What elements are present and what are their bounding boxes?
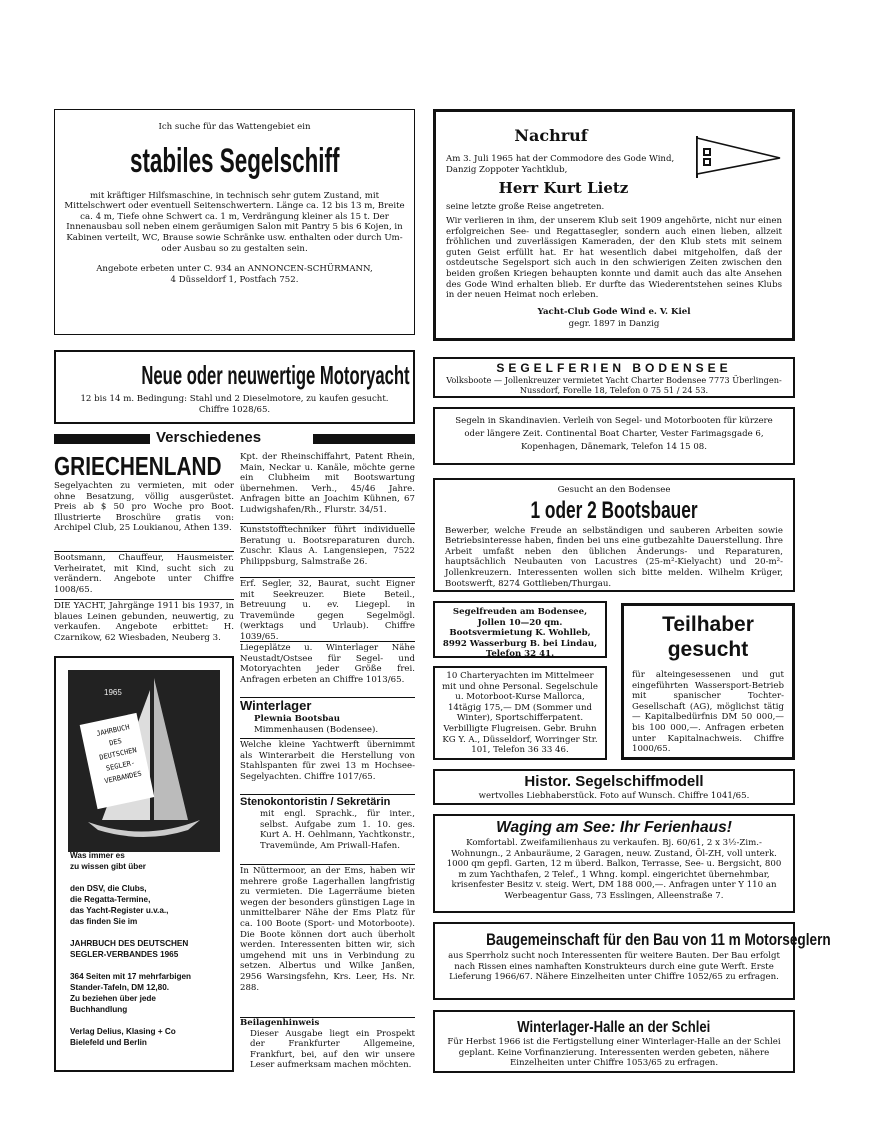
ad-winterlager bbox=[240, 698, 415, 736]
ad-body: wertvolles Liebhaberstück. Foto auf Wunsch. Chiffre 1041/65. bbox=[478, 791, 750, 801]
ad-line: Bielefeld und Berlin bbox=[70, 1038, 147, 1047]
ad-erf-segler bbox=[240, 579, 415, 642]
ad-body: Kpt. der Rheinschiffahrt, Patent Rhein, Main, Neckar u. Kanäle, möchte gerne ein Clubheim mit Bootswartung übernehmen. Verh., 45/46 Jahre. Anfragen bitte an Joachim Kühnen, 67 Ludwigshafen/Rh., Flurstr. 34/51. bbox=[240, 452, 415, 515]
ad-line: SEGLER-VERBANDES 1965 bbox=[70, 950, 179, 959]
nachruf-intro: Am 3. Juli 1965 hat der Commodore des Gode Wind, Danzig Zoppoter Yachtklub, bbox=[446, 154, 675, 175]
ad-line: das finden Sie im bbox=[70, 917, 138, 926]
ad-kunststoff bbox=[240, 525, 415, 575]
ad-body: Segelfreuden am Bodensee, Jollen 10—20 qm. Bootsvermietung K. Wohlleb, 8992 Wasserburg B. bei Lindau, Telefon 32 41. bbox=[442, 607, 598, 660]
ad-bootsbauer bbox=[433, 478, 795, 592]
ad-headline: Waging am See: Ihr Ferienhaus! bbox=[496, 819, 732, 836]
ad-body: Kunststofftechniker führt individuelle Beratung u. Bootsreparaturen durch. Zuschr. Klaus A. Langensiepen, 7522 Philippsburg, Salmstraße 26. bbox=[240, 525, 415, 567]
ad-headline: Winterlager bbox=[240, 698, 312, 713]
book-title-line: DEUTSCHEN bbox=[98, 746, 138, 762]
ad-bootsmann bbox=[54, 553, 234, 597]
ad-teilhaber bbox=[621, 603, 795, 760]
club-pennant-icon bbox=[694, 134, 782, 178]
ad-histor-modell bbox=[433, 769, 795, 805]
nachruf-founded: gegr. 1897 in Danzig bbox=[568, 319, 660, 329]
ad-body: DIE YACHT, Jahrgänge 1911 bis 1937, in blaues Leinen gebunden, neuwertig, zu verkaufen. Angebote erbittet: H. Czarnikow, 62 Wiesbaden, Neuberg 3. bbox=[54, 601, 234, 643]
ad-line: die Regatta-Termine, bbox=[70, 895, 151, 904]
ad-body: Liegeplätze u. Winterlager Nähe Neustadt/Ostsee für Segel- und Motoryachten jeder Größe frei. Anfragen erbeten an Chiffre 1013/65. bbox=[240, 643, 415, 685]
ad-body: Bootsmann, Chauffeur, Hausmeister. Verheiratet, mit Kind, sucht sich zu verändern. Angebote unter Chiffre 1008/65. bbox=[54, 553, 234, 595]
ad-headline: Baugemeinschaft für den Bau von 11 m Motorseglern bbox=[486, 930, 831, 949]
section-heading: Verschiedenes bbox=[150, 428, 267, 448]
ad-segelfreuden bbox=[433, 601, 607, 658]
nachruf-name: Herr Kurt Lietz bbox=[498, 179, 629, 197]
ad-line: Plewnia Bootsbau bbox=[254, 714, 341, 724]
ad-body: Erf. Segler, 32, Baurat, sucht Eigner mit Seekreuzer. Biete Beteil., Betreuung u. ev. Liegepl. in Travemünde gegen Segelmögl. (werktags und Urlaub). Chiffre 1039/65. bbox=[240, 579, 415, 642]
divider bbox=[54, 599, 234, 600]
ad-nachruf bbox=[433, 109, 795, 341]
ad-headline: Stenokontoristin / Sekretärin bbox=[240, 796, 391, 808]
ad-charteryachten bbox=[433, 666, 607, 760]
divider bbox=[240, 523, 415, 524]
nachruf-sub: seine letzte große Reise angetreten. bbox=[446, 202, 605, 212]
section-heading-bar bbox=[313, 434, 415, 444]
ad-body: Für Herbst 1966 ist die Fertigstellung einer Winterlager-Halle an der Schlei geplant. Keine Vorfinanzierung. Interessenten werden gebeten, nähere Einzelheiten unter Chiffre 1053/65 zu erfragen. bbox=[447, 1037, 781, 1069]
ad-line: zu wissen gibt über bbox=[70, 862, 146, 871]
ad-body: für alteingesessenen und gut eingeführten Wassersport-Betrieb mit spanischer Tochter-Gesellschaft (AG), möglichst tätig — Kapitalbedürfnis DM 50 000,— bis 100 000,—. Anfragen erbeten unter Kapitalnachweis. Chiffre 1000/65. bbox=[632, 670, 784, 755]
ad-body: aus Sperrholz sucht noch Interessenten für weitere Bauten. Der Bau erfolgt nach Rissen eines namhaften Konstrukteurs durch eine gute Werft. Erste Lieferung 1966/67. Nähere Einzelheiten unter Chiffre 1052/65 zu erfragen. bbox=[448, 951, 780, 983]
book-title-line: VERBANDES bbox=[103, 769, 143, 786]
ad-beilagen bbox=[240, 1018, 415, 1074]
ad-line: Verlag Delius, Klasing + Co bbox=[70, 1027, 176, 1036]
ad-line: Mimmenhausen (Bodensee). bbox=[254, 724, 379, 735]
ad-motoryacht bbox=[54, 350, 415, 424]
ad-headline: 1 oder 2 Bootsbauer bbox=[530, 496, 698, 524]
divider bbox=[54, 551, 234, 552]
ad-griechenland bbox=[54, 452, 234, 549]
ad-werft bbox=[240, 740, 415, 792]
book-title-line: DES bbox=[108, 737, 123, 748]
ad-body: Segelyachten zu vermieten, mit oder ohne Besatzung, völlig ausgerüstet. Preis ab $ 50 pro Woche pro Boot. Illustrierte Broschüre gratis von: Archipel Club, 25 Loukianou, Athen 139. bbox=[54, 481, 234, 534]
ad-segelschiff bbox=[54, 109, 415, 335]
ad-headline: SEGELFERIEN BODENSEE bbox=[496, 361, 732, 375]
ad-die-yacht bbox=[54, 601, 234, 653]
ad-headline: Teilhaber bbox=[662, 613, 754, 636]
ad-segelferien bbox=[433, 357, 795, 398]
ad-body: mit engl. Sprachk., für inter., selbst. Aufgabe zum 1. 10. ges. Kurt A. H. Oehlmann, Yachtkonstr., Travemünde, Am Priwall-Hafen. bbox=[260, 809, 415, 851]
ad-body: 12 bis 14 m. Bedingung: Stahl und 2 Dieselmotore, zu kaufen gesucht. Chiffre 1028/65. bbox=[80, 394, 389, 415]
ad-headline: Neue oder neuwertige Motoryacht bbox=[141, 360, 410, 390]
ad-schlei bbox=[433, 1010, 795, 1073]
ad-headline: GRIECHENLAND bbox=[54, 451, 222, 481]
nachruf-club: Yacht-Club Gode Wind e. V. Kiel bbox=[537, 307, 691, 317]
ad-line: Buchhandlung bbox=[70, 1005, 128, 1014]
ad-headline: gesucht bbox=[667, 638, 749, 661]
ad-footer: Angebote erbeten unter C. 934 an ANNONCEN-SCHÜRMANN, bbox=[96, 264, 373, 275]
ad-intro: Gesucht an den Bodensee bbox=[557, 485, 671, 495]
ad-body: Bewerber, welche Freude an selbständigen und sauberen Arbeiten sowie Betriebsinteresse haben, finden bei uns eine gutbezahlte Dauerstellung. Ihre Arbeit umfaßt neben den üblichen Änderungs- und Reparaturen, hauptsächlich Neubauten von Lacustres (25-m²-Kielyacht) und 20-m²-Jollenkreuzern. Interessenten wollen sich bitte melden. Wilhelm Krüger, Bootswerft, 8274 Gottlieben/Thurgau. bbox=[445, 525, 783, 589]
ad-line: JAHRBUCH DES DEUTSCHEN bbox=[70, 939, 189, 948]
ad-headline: Beilagenhinweis bbox=[240, 1018, 320, 1028]
ad-body: Dieser Ausgabe liegt ein Prospekt der Frankfurter Allgemeine, Frankfurt, bei, auf den wir unsere Leser aufmerksam machen möchten. bbox=[250, 1028, 415, 1071]
divider bbox=[240, 738, 415, 739]
book-cover bbox=[68, 670, 220, 852]
ad-liegeplaetze bbox=[240, 643, 415, 695]
ad-line: Stander-Tafeln, DM 12,80. bbox=[70, 983, 170, 992]
ad-headline: Winterlager-Halle an der Schlei bbox=[517, 1019, 711, 1036]
ad-line: 364 Seiten mit 17 mehrfarbigen bbox=[70, 972, 192, 981]
ad-kpt bbox=[240, 452, 415, 521]
ad-steno bbox=[240, 795, 415, 861]
ad-intro: Ich suche für das Wattengebiet ein bbox=[158, 122, 311, 132]
ad-body: mit kräftiger Hilfsmaschine, in technisch sehr gutem Zustand, mit Mittelschwert oder eventuell Seitenschwertern. Länge ca. 12 bis 13 m, Breite ca. 4 m, Tiefe ohne Schwert ca. 1 m, Verdrängung kleiner als 15 t. Der Innenausbau soll neben einem geräumigen Salon mit Pantry 5 bis 6 Kojen, in Kabinen verteilt, WC, Brause sowie Schränke usw. enthalten oder durch Um- oder Ausbau so zu gestalten sein. bbox=[64, 190, 405, 254]
nachruf-body: Wir verlieren in ihm, der unserem Klub seit 1909 angehörte, nicht nur einen erfolgreichen See- und Regattasegler, sondern auch einen lieben, allzeit fröhlichen und zuverlässigen Kameraden, der den Klub stets mit seinem guten Geist erfüllt hat. Er hat wesentlich dabei mitgeholfen, daß der ostdeutsche Segelsport sich auch in den schwierigen Zeiten zwischen den beiden großen Kriegen behaupten konnte und damit auch das alte Ansehen des Gode Wind erhalten blieb. Er durfte das Wiederentstehen seines Klubs in der neuen Heimat noch erleben. bbox=[446, 216, 782, 301]
ad-line: Zu beziehen über jede bbox=[70, 994, 156, 1003]
ad-body: In Nüttermoor, an der Ems, haben wir mehrere große Lagerhallen langfristig zu vermieten. Die Lagerräume bieten wegen der besonders günstigen Lage in unmittelbarer Nähe der Ems Platz für ca. 100 Boote (Sport- und Motorboote). Die Boote können dort auch überholt werden. Interessenten bitten wir, sich umgehend mit uns in Verbindung zu setzen. Albertus und Wilke Janßen, 2956 Warsingsfehn, Krs. Leer, Hs. Nr. 288. bbox=[240, 866, 415, 993]
divider bbox=[240, 864, 415, 865]
ad-line: Was immer es bbox=[70, 851, 125, 860]
ad-headline: Histor. Segelschiffmodell bbox=[524, 773, 704, 790]
book-year: 1965 bbox=[104, 688, 122, 697]
ad-waging bbox=[433, 814, 795, 913]
book-title-line: SEGLER- bbox=[105, 758, 136, 773]
ad-line: das Yacht-Register u.v.a., bbox=[70, 906, 169, 915]
divider bbox=[240, 641, 415, 642]
divider bbox=[240, 577, 415, 578]
ad-nuettermoor bbox=[240, 866, 415, 1014]
ad-body: Segeln in Skandinavien. Verleih von Segel- und Motorbooten für kürzere oder längere Zeit. Continental Boat Charter, Vester Farimagsgade 6, Kopenhagen, Dänemark, Telefon 14 15 08. bbox=[455, 416, 773, 452]
ad-body: Welche kleine Yachtwerft übernimmt als Winterarbeit die Herstellung von Stahlspanten für zwei 13 m Hochsee-Segelyachten. Chiffre 1017/65. bbox=[240, 740, 415, 782]
ad-body: Volksboote — Jollenkreuzer vermietet Yacht Charter Bodensee 7773 Überlingen-Nussdorf, Forelle 18, Telefon 0 75 51 / 24 53. bbox=[446, 375, 782, 395]
ad-body: 10 Charteryachten im Mittelmeer mit und ohne Personal. Segelschule u. Motorboot-Kurse Mallorca, 14tägig 175,— DM (Sommer und Winter), Sportschifferpatent. Verbilligte Flugreisen. Gebr. Bruhn KG Y. A., Düsseldorf, Worringer Str. 101, Telefon 36 33 46. bbox=[442, 671, 598, 756]
ad-headline: stabiles Segelschiff bbox=[129, 141, 340, 180]
ad-skandinavien bbox=[433, 407, 795, 465]
ad-body: Komfortabl. Zweifamilienhaus zu verkaufen. Bj. 60/61, 2 x 3½-Zim.-Wohnungn., 2 Anbauräume, 2 Garagen, neuw. Zustand, Öl-ZH, voll unterk. 1000 qm gepfl. Garten, 12 m überd. Balkon, Terrasse, See- u. Bergsicht, 800 m zum Yachthafen, 2 Telef., 1 Whng. kompl. eingerichtet übernehmbar, krisenfester Besitz v. steig. Wert, DM 188 000,—. Anfragen unter Y 110 an Werbeagentur Gass, 73 Esslingen, Alleenstraße 7. bbox=[446, 838, 782, 901]
ad-footer: 4 Düsseldorf 1, Postfach 752. bbox=[170, 274, 299, 285]
ad-jahrbuch bbox=[54, 656, 234, 1072]
book-title-line: JAHRBUCH bbox=[95, 723, 131, 738]
ad-baugemeinschaft bbox=[433, 922, 831, 1000]
nachruf-title: Nachruf bbox=[514, 126, 588, 145]
ad-line: den DSV, die Clubs, bbox=[70, 884, 147, 893]
